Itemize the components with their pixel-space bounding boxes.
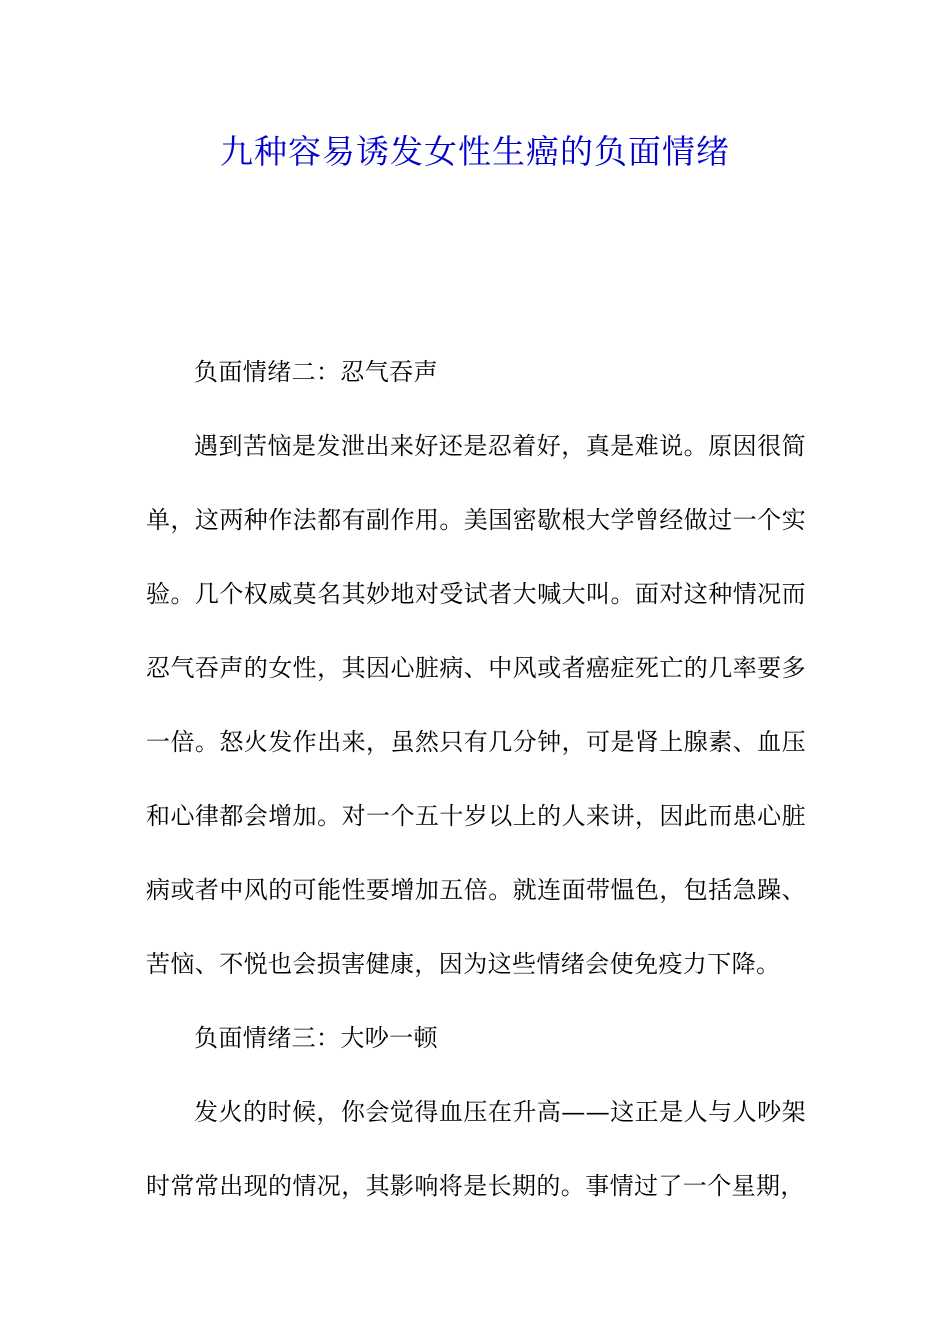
paragraph-big-quarrel: 发火的时候，你会觉得血压在升高——这正是人与人吵架时常常出现的情况，其影响将是长期的。事情过了一个星期， bbox=[146, 1098, 806, 1200]
document-body bbox=[146, 335, 806, 1223]
section-heading-3: 负面情绪三：大吵一顿 bbox=[194, 1024, 438, 1052]
document-title: 九种容易诱发女性生癌的负面情绪 bbox=[220, 132, 730, 171]
section-heading-2: 负面情绪二：忍气吞声 bbox=[194, 358, 438, 386]
paragraph-swallowing-anger: 遇到苦恼是发泄出来好还是忍着好，真是难说。原因很简单，这两种作法都有副作用。美国密歇根大学曾经做过一个实验。几个权威莫名其妙地对受试者大喊大叫。面对这种情况而忍气吞声的女性，其因心脏病、中风或者癌症死亡的几率要多一倍。怒火发作出来，虽然只有几分钟，可是肾上腺素、血压和心律都会增加。对一个五十岁以上的人来讲，因此而患心脏病或者中风的可能性要增加五倍。就连面带愠色，包括急躁、苦恼、不悦也会损害健康，因为这些情绪会使免疫力下降。 bbox=[146, 432, 806, 978]
